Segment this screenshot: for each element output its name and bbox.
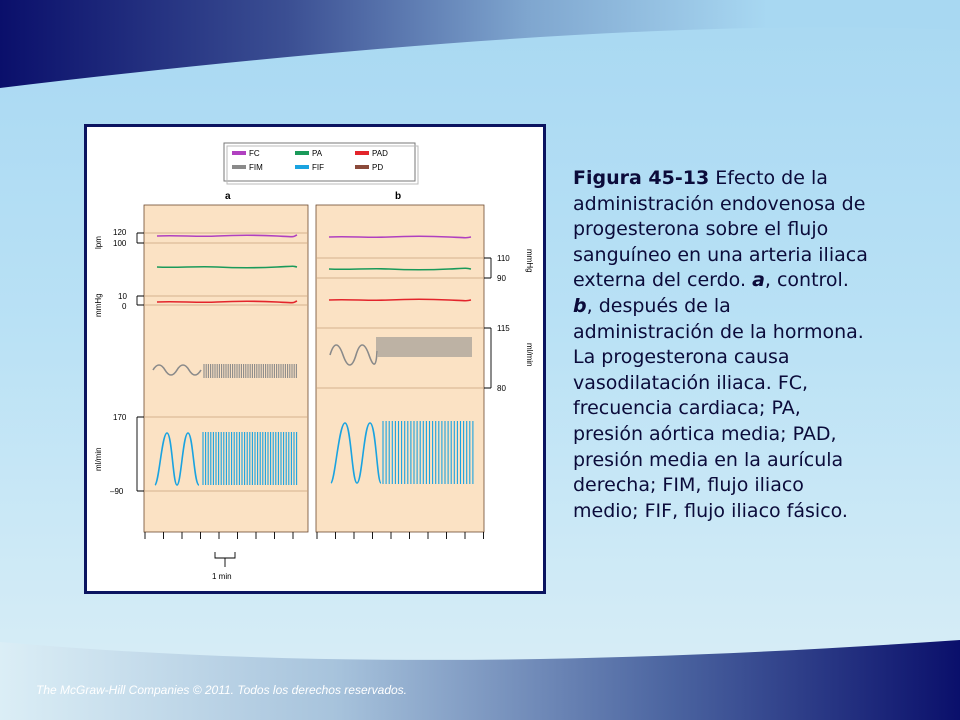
top-decorative-band	[0, 0, 960, 90]
caption-label-b: b	[573, 294, 587, 317]
left-axis-brackets	[137, 233, 144, 491]
right-axis-brackets	[484, 258, 491, 388]
legend-swatch-fif	[295, 165, 309, 169]
legend-label-pad: PAD	[372, 149, 388, 158]
legend	[224, 143, 418, 184]
left-tick-neg90: –90	[110, 487, 124, 496]
right-tick-115: 115	[497, 324, 510, 333]
left-units-lpm: lpm	[94, 236, 103, 249]
legend-swatch-pa	[295, 151, 309, 155]
caption-text-3: , después de la administración de la hormona. La progesterona causa vasodilatación iliaca. FC, frecuencia cardiaca; PA, presión aórtica media; PAD, presión media en la aurícula derecha; FIM, flujo iliaco medio; FIF, flujo iliaco fásico.	[573, 294, 864, 522]
figure-frame	[84, 124, 546, 594]
legend-label-fim: FIM	[249, 163, 263, 172]
right-tick-80: 80	[497, 384, 506, 393]
time-scale-bracket	[215, 552, 235, 558]
copyright-footer: The McGraw-Hill Companies © 2011. Todos los derechos reservados.	[36, 683, 408, 697]
legend-swatch-fim	[232, 165, 246, 169]
caption-text-2: , control.	[764, 269, 849, 292]
legend-label-pd: PD	[372, 163, 384, 172]
right-units-mmhg: mmHg	[525, 249, 534, 273]
legend-label-fc: FC	[249, 149, 260, 158]
panel-b	[316, 205, 484, 532]
left-units-mmhg: mmHg	[94, 293, 103, 317]
time-ticks	[145, 532, 484, 539]
legend-swatch-pad	[355, 151, 369, 155]
legend-label-fif: FIF	[312, 163, 324, 172]
left-tick-0: 0	[122, 302, 127, 311]
left-tick-170: 170	[113, 413, 127, 422]
hemodynamic-figure	[87, 127, 543, 591]
figure-caption	[573, 166, 873, 524]
legend-label-pa: PA	[312, 149, 323, 158]
left-tick-100: 100	[113, 239, 127, 248]
caption-label-a: a	[752, 269, 765, 292]
legend-swatch-pd	[355, 165, 369, 169]
caption-text-1: Efecto de la administración endovenosa de progesterona sobre el flujo sanguíneo en una arteria iliaca externa del cerdo.	[573, 167, 868, 292]
time-scale-label: 1 min	[212, 572, 232, 581]
panel-b-label: b	[395, 191, 402, 202]
panel-a-label: a	[225, 191, 231, 202]
bottom-decorative-band	[0, 640, 960, 720]
legend-swatch-fc	[232, 151, 246, 155]
right-tick-90: 90	[497, 274, 506, 283]
caption-title: Figura 45-13	[573, 167, 710, 189]
left-tick-10: 10	[118, 292, 127, 301]
left-units-mlmin: ml/min	[94, 447, 103, 471]
right-units-mlmin: ml/min	[525, 343, 534, 367]
right-tick-110: 110	[497, 254, 510, 263]
left-tick-120: 120	[113, 228, 127, 237]
